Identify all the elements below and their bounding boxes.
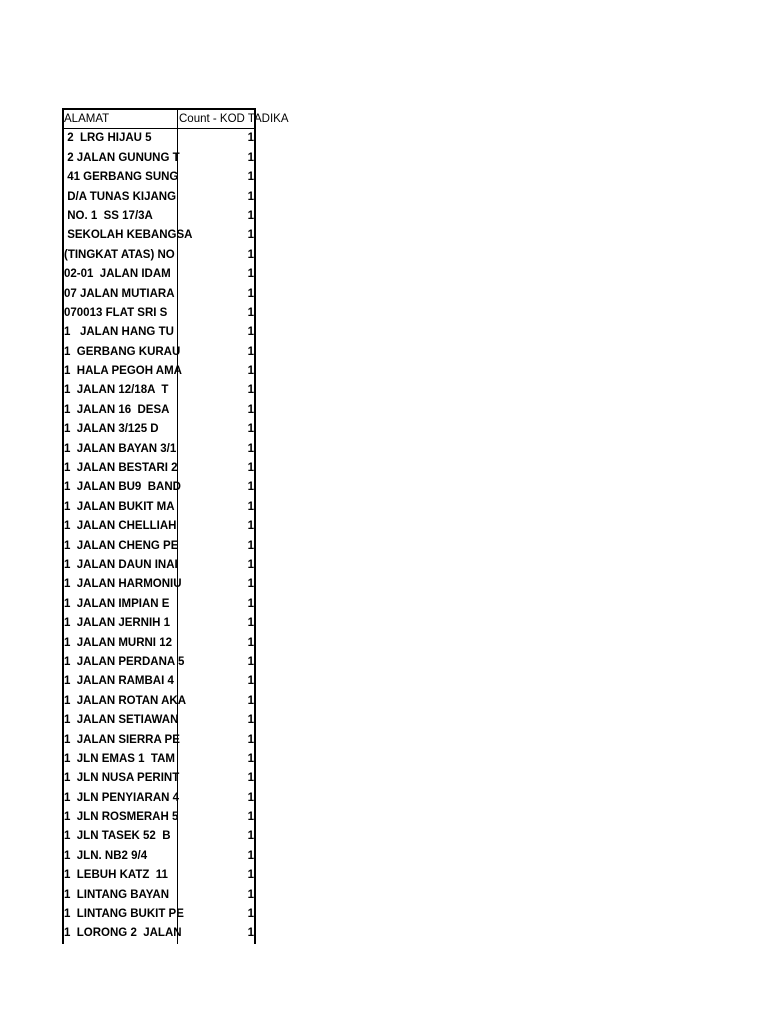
table-row [62,362,256,381]
table-row [62,498,256,517]
cell-alamat[interactable]: 1 JALAN SIERRA PE [62,731,178,750]
table-row [62,692,256,711]
table-row [62,149,256,168]
table-row [62,168,256,187]
table-row [62,226,256,245]
table-row [62,478,256,497]
cell-alamat[interactable]: 1 JALAN BESTARI 2 [62,459,178,478]
cell-count[interactable]: 1 [178,847,256,866]
cell-count[interactable]: 1 [178,517,256,536]
cell-alamat[interactable]: D/A TUNAS KIJANG [62,188,178,207]
cell-alamat[interactable]: 41 GERBANG SUNG [62,168,178,187]
cell-alamat[interactable]: 1 JALAN DAUN INAI [62,556,178,575]
cell-alamat[interactable]: 1 LINTANG BAYAN [62,886,178,905]
cell-alamat[interactable]: 1 JLN. NB2 9/4 [62,847,178,866]
cell-count[interactable]: 1 [178,827,256,846]
cell-alamat[interactable]: 1 JALAN 3/125 D [62,420,178,439]
table-row [62,285,256,304]
cell-count[interactable]: 1 [178,924,256,943]
cell-count[interactable]: 1 [178,401,256,420]
cell-alamat[interactable]: 070013 FLAT SRI S [62,304,178,323]
table-row [62,440,256,459]
table-row [62,866,256,885]
table-row [62,207,256,226]
cell-count[interactable]: 1 [178,634,256,653]
table-row [62,769,256,788]
cell-alamat[interactable]: 1 JALAN 12/18A T [62,381,178,400]
cell-alamat[interactable]: 1 LINTANG BUKIT PE [62,905,178,924]
cell-count[interactable]: 1 [178,285,256,304]
cell-count[interactable]: 1 [178,381,256,400]
cell-alamat[interactable]: 1 JALAN HANG TU [62,323,178,342]
table-row [62,886,256,905]
column-header-alamat[interactable]: ALAMAT [62,110,178,129]
cell-count[interactable]: 1 [178,905,256,924]
cell-count[interactable]: 1 [178,498,256,517]
table-row [62,595,256,614]
cell-count[interactable]: 1 [178,149,256,168]
cell-alamat[interactable]: 1 JALAN SETIAWAN [62,711,178,730]
cell-count[interactable]: 1 [178,614,256,633]
cell-count[interactable]: 1 [178,750,256,769]
table-row [62,401,256,420]
cell-alamat[interactable]: (TINGKAT ATAS) NO [62,246,178,265]
cell-alamat[interactable]: 1 JLN PENYIARAN 4 [62,789,178,808]
cell-count[interactable]: 1 [178,537,256,556]
cell-count[interactable]: 1 [178,575,256,594]
cell-count[interactable]: 1 [178,188,256,207]
cell-alamat[interactable]: SEKOLAH KEBANGSA [62,226,178,245]
table-row [62,459,256,478]
table-row [62,672,256,691]
table-row [62,343,256,362]
header-row [62,110,289,129]
cell-count[interactable]: 1 [178,168,256,187]
cell-alamat[interactable]: 1 JALAN CHENG PE [62,537,178,556]
cell-count[interactable]: 1 [178,769,256,788]
table-row [62,517,256,536]
table-row [62,323,256,342]
cell-alamat[interactable]: 1 JALAN BU9 BAND [62,478,178,497]
cell-count[interactable]: 1 [178,653,256,672]
table-row [62,188,256,207]
table-row [62,575,256,594]
cell-count[interactable]: 1 [178,459,256,478]
cell-alamat[interactable]: 1 JLN EMAS 1 TAM [62,750,178,769]
table-row [62,129,256,148]
cell-count[interactable]: 1 [178,478,256,497]
table-row [62,827,256,846]
table-row [62,750,256,769]
cell-alamat[interactable]: 1 JALAN ROTAN AKA [62,692,178,711]
cell-alamat[interactable]: 2 LRG HIJAU 5 [62,129,178,148]
cell-alamat[interactable]: 1 JALAN JERNIH 1 [62,614,178,633]
cell-alamat[interactable]: 1 JALAN 16 DESA [62,401,178,420]
cell-alamat[interactable]: 1 JLN ROSMERAH 5 [62,808,178,827]
cell-count[interactable]: 1 [178,595,256,614]
cell-count[interactable]: 1 [178,556,256,575]
cell-alamat[interactable]: 1 JALAN PERDANA 5 [62,653,178,672]
table-row [62,924,256,943]
table-row [62,731,256,750]
table-row [62,634,256,653]
table-row [62,653,256,672]
cell-count[interactable]: 1 [178,129,256,148]
table-row [62,847,256,866]
column-header-count-label: Count - KOD TADIKA [179,113,289,125]
cell-alamat[interactable]: 2 JALAN GUNUNG T [62,149,178,168]
cell-alamat[interactable]: 07 JALAN MUTIARA [62,285,178,304]
cell-alamat[interactable]: 1 JLN NUSA PERINT [62,769,178,788]
cell-alamat[interactable]: 1 JALAN HARMONIU [62,575,178,594]
table-row [62,246,256,265]
cell-alamat[interactable]: 1 LEBUH KATZ 11 [62,866,178,885]
column-header-count[interactable] [178,110,289,129]
table-row [62,905,256,924]
cell-alamat[interactable]: NO. 1 SS 17/3A [62,207,178,226]
cell-count[interactable]: 1 [178,343,256,362]
table-row [62,381,256,400]
cell-count[interactable]: 1 [178,672,256,691]
cell-alamat[interactable]: 1 LORONG 2 JALAN [62,924,178,943]
cell-count[interactable]: 1 [178,323,256,342]
cell-alamat[interactable]: 1 GERBANG KURAU [62,343,178,362]
cell-count[interactable]: 1 [178,886,256,905]
spreadsheet-table [62,108,289,944]
table-row [62,711,256,730]
cell-alamat[interactable]: 1 JALAN BUKIT MA [62,498,178,517]
table-row [62,614,256,633]
cell-alamat[interactable]: 1 JALAN BAYAN 3/1 [62,440,178,459]
cell-count[interactable]: 1 [178,265,256,284]
cell-count[interactable]: 1 [178,362,256,381]
cell-count[interactable]: 1 [178,789,256,808]
table-row [62,265,256,284]
table-row [62,808,256,827]
table-row [62,304,256,323]
cell-count[interactable]: 1 [178,440,256,459]
cell-alamat[interactable]: 1 JALAN IMPIAN E [62,595,178,614]
cell-count[interactable]: 1 [178,711,256,730]
cell-count[interactable]: 1 [178,304,256,323]
table-row [62,556,256,575]
table-row [62,537,256,556]
cell-count[interactable]: 1 [178,246,256,265]
table-row [62,420,256,439]
cell-count[interactable]: 1 [178,808,256,827]
cell-alamat[interactable]: 1 HALA PEGOH AMA [62,362,178,381]
cell-count[interactable]: 1 [178,207,256,226]
cell-count[interactable]: 1 [178,226,256,245]
cell-count[interactable]: 1 [178,692,256,711]
table-body [62,129,256,943]
cell-count[interactable]: 1 [178,866,256,885]
cell-alamat[interactable]: 1 JALAN MURNI 12 [62,634,178,653]
table-row [62,789,256,808]
cell-alamat[interactable]: 02-01 JALAN IDAM [62,265,178,284]
cell-alamat[interactable]: 1 JALAN CHELLIAH [62,517,178,536]
cell-count[interactable]: 1 [178,731,256,750]
cell-count[interactable]: 1 [178,420,256,439]
cell-alamat[interactable]: 1 JLN TASEK 52 B [62,827,178,846]
cell-alamat[interactable]: 1 JALAN RAMBAI 4 [62,672,178,691]
